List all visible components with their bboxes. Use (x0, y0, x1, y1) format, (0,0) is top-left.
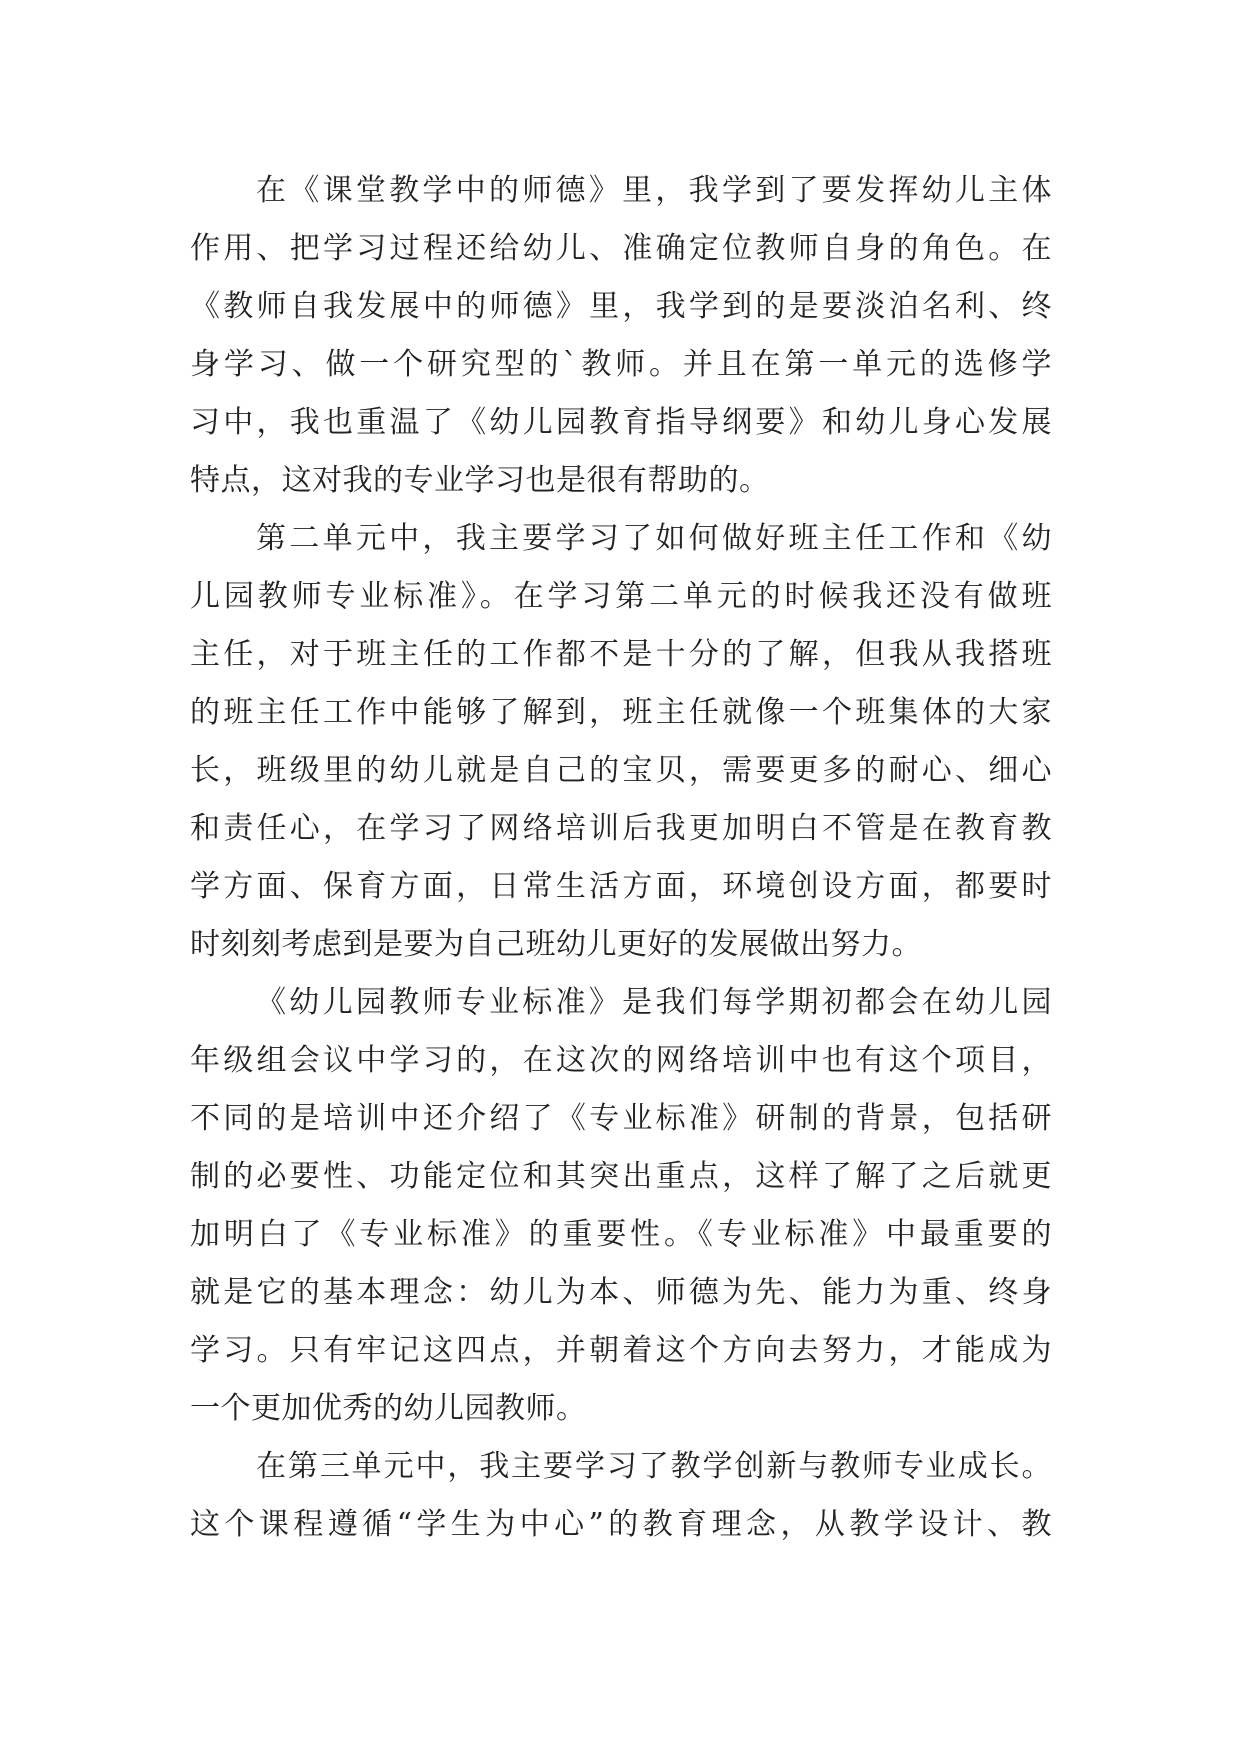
text-line: 作用、把学习过程还给幼儿、准确定位教师自身的角色。在 (190, 231, 1052, 266)
text-line: 《教师自我发展中的师德》里，我学到的是要淡泊名利、终 (190, 289, 1052, 324)
text-line: 习中，我也重温了《幼儿园教育指导纲要》和幼儿身心发展 (190, 405, 1052, 440)
text-line: 时刻刻考虑到是要为自己班幼儿更好的发展做出努力。 (190, 927, 922, 962)
text-line: 身学习、做一个研究型的`教师。并且在第一单元的选修学 (190, 347, 1052, 382)
paragraph (190, 974, 1052, 1438)
text-line: 学方面、保育方面，日常生活方面，环境创设方面，都要时 (190, 869, 1052, 904)
text-line: 和责任心，在学习了网络培训后我更加明白不管是在教育教 (190, 811, 1052, 846)
text-line: 特点，这对我的专业学习也是很有帮助的。 (190, 463, 770, 498)
text-line: 《幼儿园教师专业标准》是我们每学期初都会在幼儿园 (256, 985, 1052, 1020)
text-line: 一个更加优秀的幼儿园教师。 (190, 1391, 587, 1426)
text-line: 在《课堂教学中的师德》里，我学到了要发挥幼儿主体 (256, 173, 1052, 208)
text-line: 不同的是培训中还介绍了《专业标准》研制的背景，包括研 (190, 1101, 1052, 1136)
text-line: 儿园教师专业标准》。在学习第二单元的时候我还没有做班 (190, 579, 1052, 614)
paragraph (190, 1438, 1052, 1554)
text-line: 这个课程遵循“学生为中心”的教育理念，从教学设计、教 (190, 1507, 1052, 1542)
document-body (190, 162, 1052, 1554)
text-line: 年级组会议中学习的，在这次的网络培训中也有这个项目， (190, 1043, 1052, 1078)
text-line: 制的必要性、功能定位和其突出重点，这样了解了之后就更 (190, 1159, 1052, 1194)
text-line: 长，班级里的幼儿就是自己的宝贝，需要更多的耐心、细心 (190, 753, 1052, 788)
text-line: 第二单元中，我主要学习了如何做好班主任工作和《幼 (256, 521, 1052, 556)
text-line: 就是它的基本理念：幼儿为本、师德为先、能力为重、终身 (190, 1275, 1052, 1310)
text-line: 在第三单元中，我主要学习了教学创新与教师专业成长。 (256, 1449, 1052, 1484)
paragraph (190, 162, 1052, 510)
paragraph (190, 510, 1052, 974)
text-line: 加明白了《专业标准》的重要性。《专业标准》中最重要的 (190, 1217, 1052, 1252)
text-line: 的班主任工作中能够了解到，班主任就像一个班集体的大家 (190, 695, 1052, 730)
text-line: 学习。只有牢记这四点，并朝着这个方向去努力，才能成为 (190, 1333, 1052, 1368)
text-line: 主任，对于班主任的工作都不是十分的了解，但我从我搭班 (190, 637, 1052, 672)
